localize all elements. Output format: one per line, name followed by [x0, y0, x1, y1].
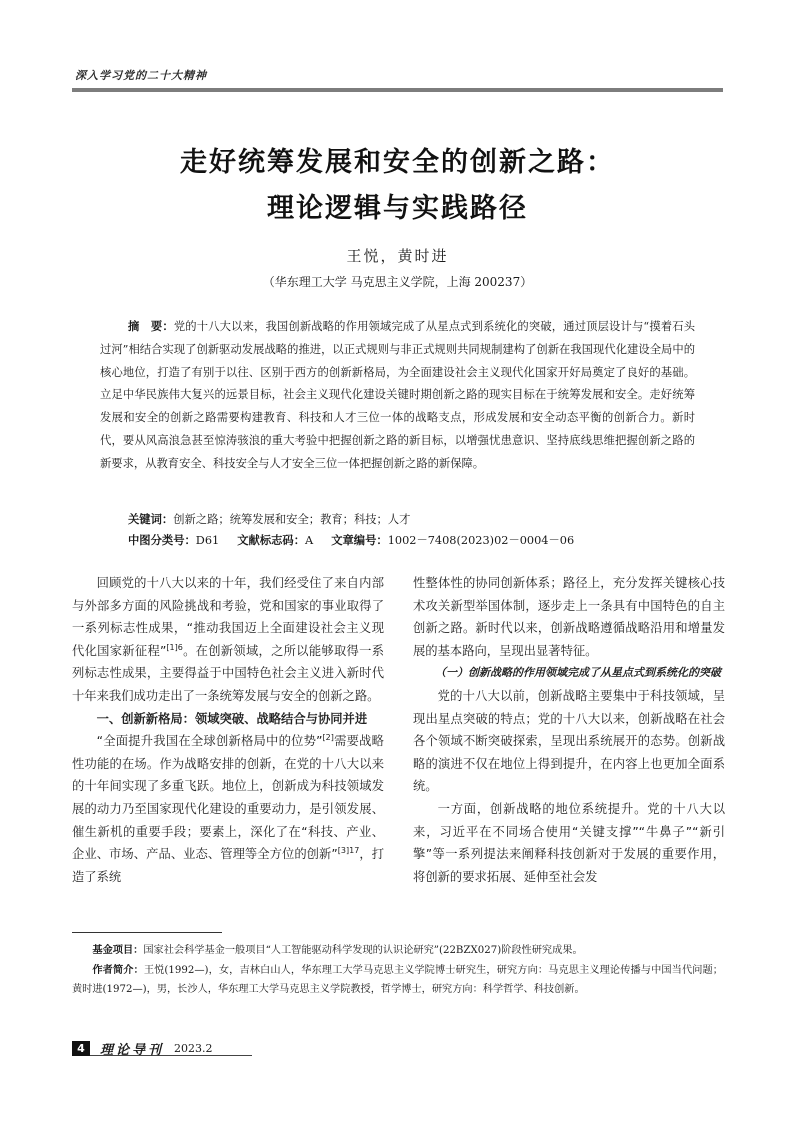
clc-value: D61	[195, 534, 220, 547]
header-rule	[72, 88, 723, 92]
clc-label: 中图分类号：	[128, 534, 196, 547]
title-line-1: 走好统筹发展和安全的创新之路：	[180, 147, 615, 178]
body-paragraph: 党的十八大以前，创新战略主要集中于科技领域，呈现出星点突破的特点；党的十八大以来，创新战略在社会各个领域不断突破探索，呈现出系统展开的态势。创新战略的演进不仅在地位上得到提升，在内容上也更加全面系统。	[413, 688, 725, 794]
body-paragraph: 一方面，创新战略的地位系统提升。党的十八大以来，习近平在不同场合使用“关键支撑”“牛鼻子”“新引擎”等一系列提法来阐释科技创新对于发展的重要作用，将创新的要求拓展、延伸至社会发	[413, 801, 725, 884]
journal-name: 理论导刊	[100, 1042, 165, 1058]
authors: 王悦，黄时进	[346, 247, 449, 265]
funding-note: 基金项目：国家社会科学基金一般项目“人工智能驱动科学发现的认识论研究”(22BZX027)阶段性研究成果。	[92, 945, 583, 956]
body-paragraph: 回顾党的十八大以来的十年，我们经受住了来自内部与外部多方面的风险挑战和考验，党和国家的事业取得了一系列标志性成果，“推动我国迈上全面建设社会主义现代化国家新征程”$^{[1]6}$。在创新领域，之所以能够取得一系列标志性成果，主要得益于中国特色社会主义进入新时代十年来我们成功走出了一条统筹发展与安全的创新之路。	[72, 576, 384, 703]
doc-code-value: A	[305, 534, 314, 547]
citation: [2]	[322, 733, 334, 743]
body-paragraph: “全面提升我国在全球创新格局中的位势”[2]需要战略性功能的在场。作为战略安排的创新，在党的十八大以来的十年间实现了多重飞跃。地位上，创新成为科技领域发展的动力乃至国家现代化建设的重要动力，是引领发展、催生新机的重要手段；要素上，深化了在“科技、产业、企业、市场、产品、业态、管理等全方位的创新”$^{[3]17}$，打造了系统	[72, 733, 384, 884]
classification-line	[128, 531, 698, 551]
author-bio-note: 作者简介：王悦(1992—)，女，吉林白山人，华东理工大学马克思主义学院博士研究生，研究方向：马克思主义理论传播与中国当代问题；黄时进(1972—)，男，长沙人，华东理工大学马克思主义学院教授，哲学博士，研究方向：科学哲学、科技创新。	[72, 964, 723, 995]
keywords-label: 关键词：	[128, 513, 174, 526]
citation: [1]6	[166, 642, 183, 652]
article-number-label: 文章编号：	[331, 534, 388, 547]
doc-code-label: 文献标志码：	[237, 534, 306, 547]
issue-number: 2023.2	[174, 1041, 213, 1055]
right-column	[413, 572, 725, 888]
subsection-heading: （一）创新战略的作用领域完成了从星点式到系统化的突破	[435, 666, 721, 680]
folio	[72, 1040, 213, 1056]
abstract-label: 摘 要：	[128, 320, 174, 333]
title-line-2: 理论逻辑与实践路径	[267, 193, 528, 224]
footnotes	[72, 941, 723, 1000]
keywords-text: 创新之路；统筹发展和安全；教育；科技；人才	[173, 513, 411, 526]
left-column	[72, 572, 384, 888]
section-heading: 一、创新新格局：领域突破、战略结合与协同并进	[96, 711, 368, 726]
keywords	[128, 510, 698, 530]
article-number-value: 1002－7408(2023)02－0004－06	[387, 534, 575, 547]
abstract-text: 党的十八大以来，我国创新战略的作用领域完成了从星点式到系统化的突破，通过顶层设计与“摸着石头过河”相结合实现了创新驱动发展战略的推进，以正式规则与非正式规则共同规制建构了创新在我国现代化建设全局中的核心地位，打造了有别于以往、区别于西方的创新新格局，为全面建设社会主义现代化国家开好局奠定了良好的基础。立足中华民族伟大复兴的远景目标，社会主义现代化建设关键时期创新之路的现实目标在于统筹发展和安全。走好统筹发展和安全的创新之路需要构建教育、科技和人才三位一体的战略支点，形成发展和安全动态平衡的创新合力。新时代，要从风高浪急甚至惊涛骇浪的重大考验中把握创新之路的新目标，以增强忧患意识、坚持底线思维把握创新之路的新要求，从教育安全、科技安全与人才安全三位一体把握创新之路的新保障。	[100, 320, 695, 470]
running-head: 深入学习党的二十大精神	[75, 69, 207, 82]
page-number: 4	[72, 1041, 90, 1056]
abstract	[100, 316, 695, 476]
body-paragraph: 性整体性的协同创新体系；路径上，充分发挥关键核心技术攻关新型举国体制，逐步走上一条具有中国特色的自主创新之路。新时代以来，创新战略遵循战略沿用和增量发展的基本路向，呈现出显著特征。	[413, 576, 725, 658]
citation: [3]17	[337, 846, 360, 856]
article-title	[72, 140, 723, 232]
affiliation: （华东理工大学 马克思主义学院，上海 200237）	[262, 275, 533, 289]
footnote-rule	[72, 932, 222, 933]
